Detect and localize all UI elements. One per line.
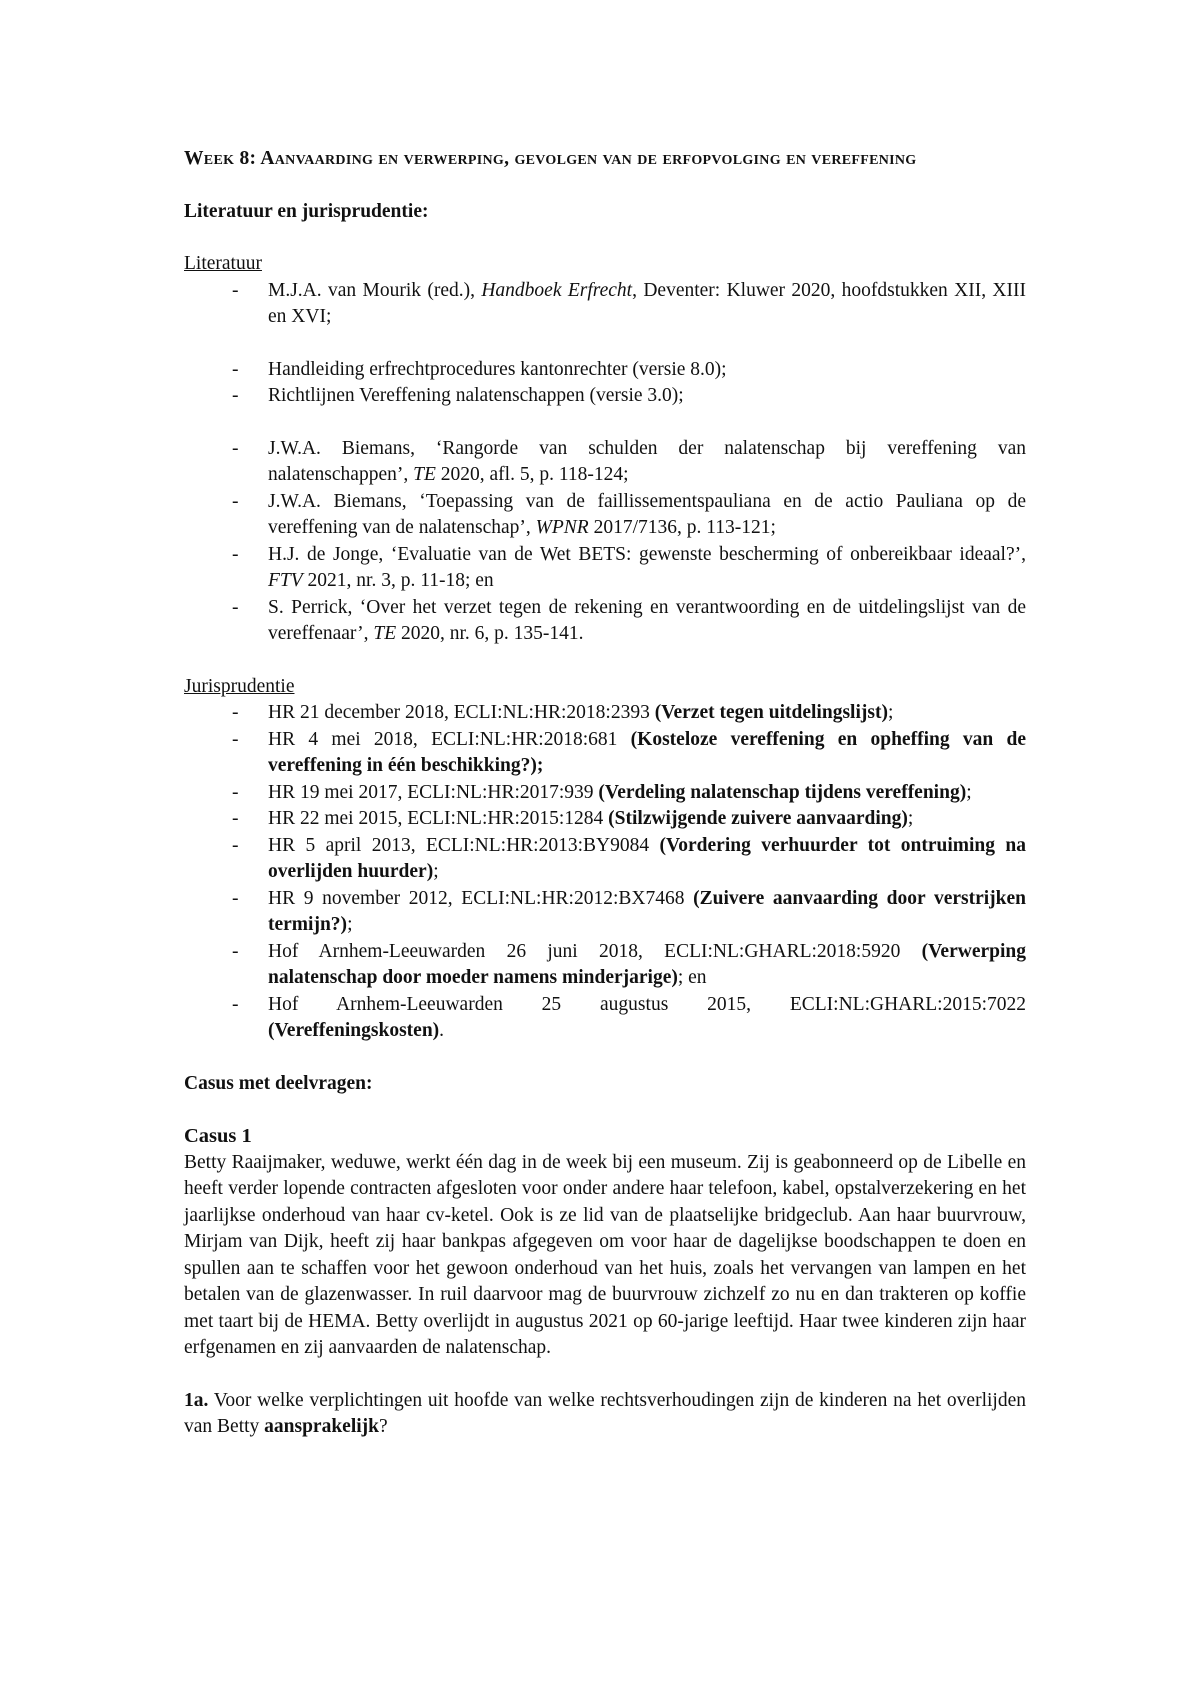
dash-bullet: -: [232, 887, 239, 909]
casus-heading: Casus met deelvragen:: [184, 1072, 373, 1094]
list-item: - H.J. de Jonge, ‘Evaluatie van de Wet BETS: gewenste bescherming of onbereikbaar ideaal?’, FTV 2021, nr. 3, p. 11-18; en: [232, 543, 1026, 591]
list-item: - HR 4 mei 2018, ECLI:NL:HR:2018:681 (Kosteloze vereffening en opheffing van de vereffening in één beschikking?);: [232, 728, 1026, 776]
dash-bullet: -: [232, 437, 239, 459]
dash-bullet: -: [232, 940, 239, 962]
dash-bullet: -: [232, 358, 239, 380]
list-item: - J.W.A. Biemans, ‘Rangorde van schulden der nalatenschap bij vereffening van nalatenschappen’, TE 2020, afl. 5, p. 118-124;: [232, 437, 1026, 485]
document-content: [184, 146, 1026, 1441]
literatuur-label: Literatuur: [184, 253, 262, 274]
list-item: - J.W.A. Biemans, ‘Toepassing van de faillissementspauliana en de actio Pauliana op de vereffening van de nalatenschap’, WPNR 2017/7136, p. 113-121;: [232, 490, 1026, 538]
page-title: Week 8: Aanvaarding en verwerping, gevolgen van de erfopvolging en vereffening: [184, 148, 917, 169]
question-1a: 1a. Voor welke verplichtingen uit hoofde van welke rechtsverhoudingen zijn de kinderen na het overlijden van Betty aansprakelijk?: [184, 1389, 1026, 1437]
literatuur-list-2: [184, 357, 1026, 410]
dash-bullet: -: [232, 543, 239, 565]
list-item: - Hof Arnhem-Leeuwarden 25 augustus 2015, ECLI:NL:GHARL:2015:7022 (Vereffeningskosten).: [232, 993, 1026, 1041]
literatuur-list-3: [184, 436, 1026, 648]
list-item: - HR 9 november 2012, ECLI:NL:HR:2012:BX7468 (Zuivere aanvaarding door verstrijken termijn?);: [232, 887, 1026, 935]
casus-title: Casus 1: [184, 1125, 252, 1147]
dash-bullet: -: [232, 596, 239, 618]
dash-bullet: -: [232, 279, 239, 301]
list-item: - M.J.A. van Mourik (red.), Handboek Erfrecht, Deventer: Kluwer 2020, hoofdstukken XII, XIII en XVI;: [232, 279, 1026, 327]
jurisprudentie-label: Jurisprudentie: [184, 675, 295, 697]
list-item: - HR 19 mei 2017, ECLI:NL:HR:2017:939 (Verdeling nalatenschap tijdens vereffening);: [184, 780, 1026, 807]
dash-bullet: -: [232, 702, 239, 723]
list-item: - Handleiding erfrechtprocedures kantonrechter (versie 8.0);: [184, 357, 1026, 384]
list-item: - HR 5 april 2013, ECLI:NL:HR:2013:BY9084 (Vordering verhuurder tot ontruiming na overlijden huurder);: [232, 834, 1026, 882]
dash-bullet: -: [232, 808, 239, 829]
list-item: - Hof Arnhem-Leeuwarden 26 juni 2018, ECLI:NL:GHARL:2018:5920 (Verwerping nalatenschap door moeder namens minderjarige); en: [232, 940, 1026, 988]
section-heading: Literatuur en jurisprudentie:: [184, 200, 429, 222]
dash-bullet: -: [232, 993, 239, 1015]
dash-bullet: -: [232, 385, 239, 406]
dash-bullet: -: [232, 490, 239, 512]
casus-text: Betty Raaijmaker, weduwe, werkt één dag in de week bij een museum. Zij is geabonneerd op de Libelle en heeft verder lopende contracten afgesloten voor onder andere haar telefoon, kabel, opstalverzekering en het jaarlijkse onderhoud van haar cv-ketel. Ook is ze lid van de plaatselijke bridgeclub. Aan haar buurvrouw, Mirjam van Dijk, heeft zij haar bankpas afgegeven om voor haar de dagelijkse boodschappen te doen en spullen aan te schaffen voor het gewoon onderhoud van het huis, zoals het vervangen van lampen en het betalen van de glazenwasser. In ruil daarvoor mag de buurvrouw zichzelf zo nu en dan trakteren op koffie met taart bij de HEMA. Betty overlijdt in augustus 2021 op 60-jarige leeftijd. Haar twee kinderen zijn haar erfgenamen en zij aanvaarden de nalatenschap.: [184, 1151, 1026, 1358]
list-item: - Richtlijnen Vereffening nalatenschappen (versie 3.0);: [184, 383, 1026, 410]
literatuur-list: [184, 278, 1026, 331]
list-item: - HR 21 december 2018, ECLI:NL:HR:2018:2393 (Verzet tegen uitdelingslijst);: [184, 700, 1026, 727]
dash-bullet: -: [232, 781, 239, 803]
dash-bullet: -: [232, 834, 239, 856]
jurisprudentie-list: [184, 700, 1026, 1045]
list-item: - HR 22 mei 2015, ECLI:NL:HR:2015:1284 (Stilzwijgende zuivere aanvaarding);: [184, 806, 1026, 833]
dash-bullet: -: [232, 728, 239, 750]
question-number: 1a.: [184, 1389, 209, 1411]
list-item: - S. Perrick, ‘Over het verzet tegen de rekening en verantwoording en de uitdelingslijst van de vereffenaar’, TE 2020, nr. 6, p. 135-141.: [232, 596, 1026, 644]
